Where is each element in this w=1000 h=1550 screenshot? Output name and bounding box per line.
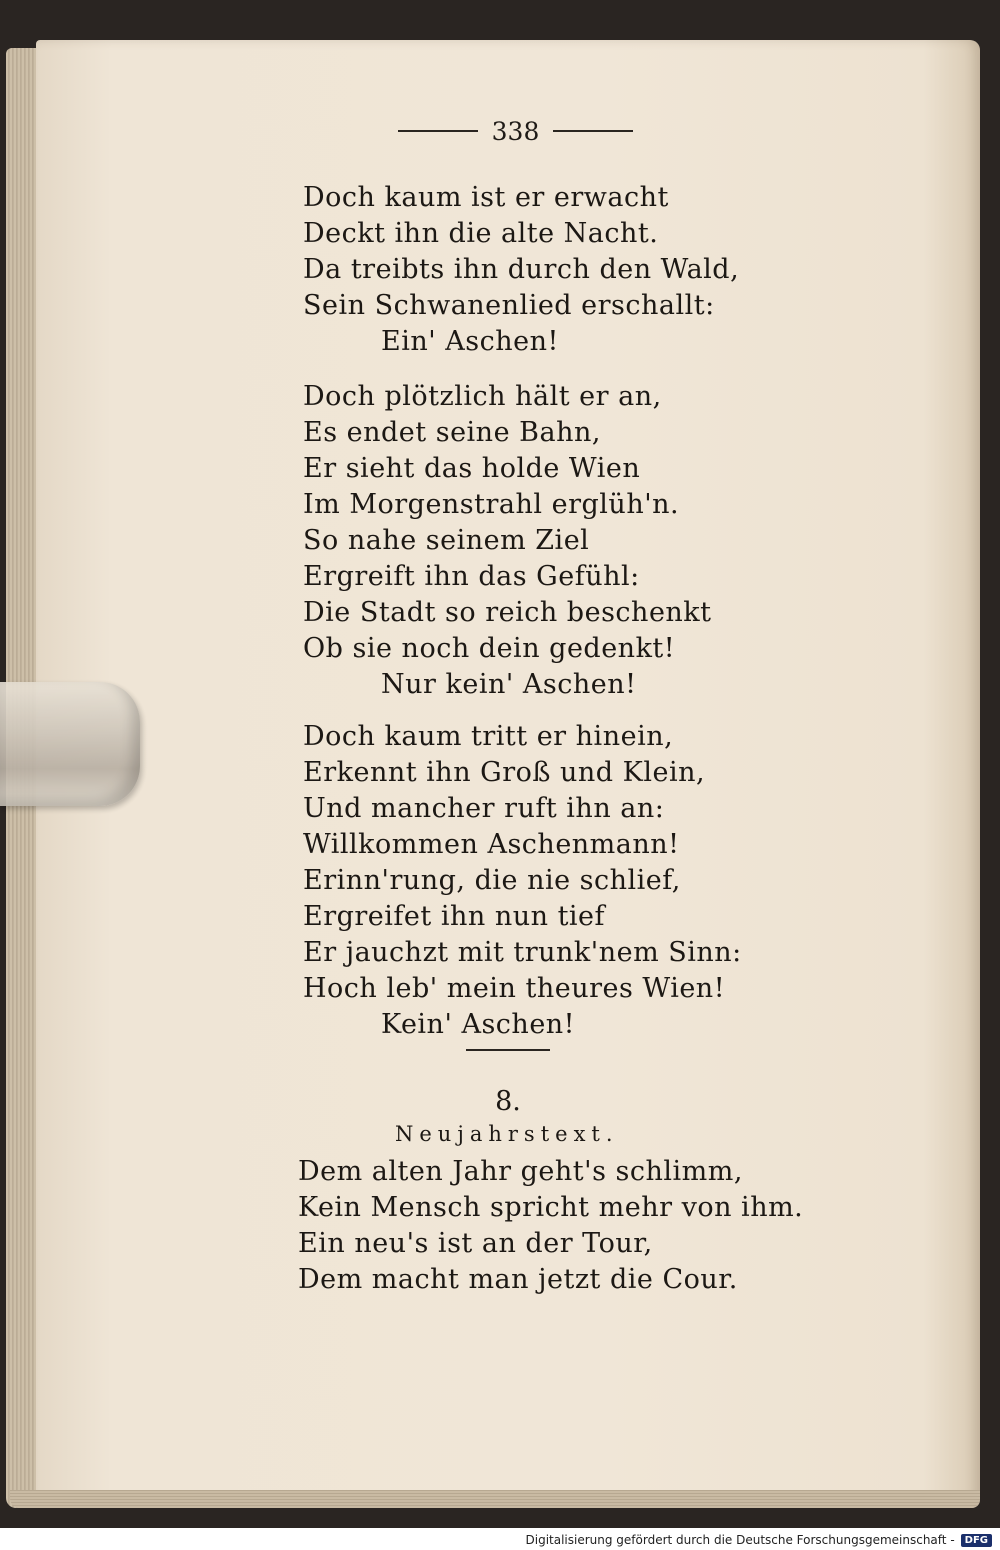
stanza-1 <box>303 180 763 360</box>
verse-line: Ergreift ihn das Gefühl: <box>303 561 640 592</box>
digitization-credit <box>526 1532 993 1548</box>
verse-line: Im Morgenstrahl erglüh'n. <box>303 489 680 520</box>
stanza-4 <box>298 1154 804 1298</box>
header-rule-left <box>398 130 478 132</box>
refrain-line: Ein' Aschen! <box>381 326 559 357</box>
page-clip <box>0 682 140 806</box>
verse-line: Willkommen Aschenmann! <box>303 829 680 860</box>
verse-line: Erinn'rung, die nie schlief, <box>303 865 681 896</box>
section-number: 8. <box>495 1086 521 1117</box>
page-number: 338 <box>491 116 540 146</box>
refrain-line: Nur kein' Aschen! <box>381 669 637 700</box>
verse-line: Dem alten Jahr geht's schlimm, <box>298 1156 743 1187</box>
verse-line: Da treibts ihn durch den Wald, <box>303 254 740 285</box>
header-rule-right <box>553 130 633 132</box>
page-bottom-edge <box>10 1490 980 1508</box>
verse-line: Dem macht man jetzt die Cour. <box>298 1264 738 1295</box>
page-header <box>398 116 633 146</box>
verse-line: Sein Schwanenlied erschallt: <box>303 290 715 321</box>
verse-line: Deckt ihn die alte Nacht. <box>303 218 659 249</box>
stanza-3 <box>303 719 763 1043</box>
verse-line: Er sieht das holde Wien <box>303 453 641 484</box>
verse-line: Doch kaum ist er erwacht <box>303 182 669 213</box>
refrain-line: Kein' Aschen! <box>381 1009 576 1040</box>
verse-line: Hoch leb' mein theures Wien! <box>303 973 726 1004</box>
verse-line: Doch plötzlich hält er an, <box>303 381 662 412</box>
verse-line: Es endet seine Bahn, <box>303 417 601 448</box>
verse-line: Doch kaum tritt er hinein, <box>303 721 674 752</box>
section-divider <box>466 1049 550 1051</box>
verse-line: Erkennt ihn Groß und Klein, <box>303 757 706 788</box>
verse-line: Und mancher ruft ihn an: <box>303 793 665 824</box>
verse-line: Die Stadt so reich beschenkt <box>303 597 712 628</box>
verse-line: Kein Mensch spricht mehr von ihm. <box>298 1192 804 1223</box>
dfg-logo: DFG <box>961 1534 992 1547</box>
verse-line: Ergreifet ihn nun tief <box>303 901 606 932</box>
verse-line: Er jauchzt mit trunk'nem Sinn: <box>303 937 742 968</box>
verse-line: Ein neu's ist an der Tour, <box>298 1228 653 1259</box>
stanza-2 <box>303 379 763 703</box>
credit-text: Digitalisierung gefördert durch die Deutsche Forschungsgemeinschaft - <box>525 1533 955 1547</box>
section-title: Neujahrstext. <box>395 1122 619 1146</box>
verse-line: Ob sie noch dein gedenkt! <box>303 633 676 664</box>
verse-line: So nahe seinem Ziel <box>303 525 590 556</box>
